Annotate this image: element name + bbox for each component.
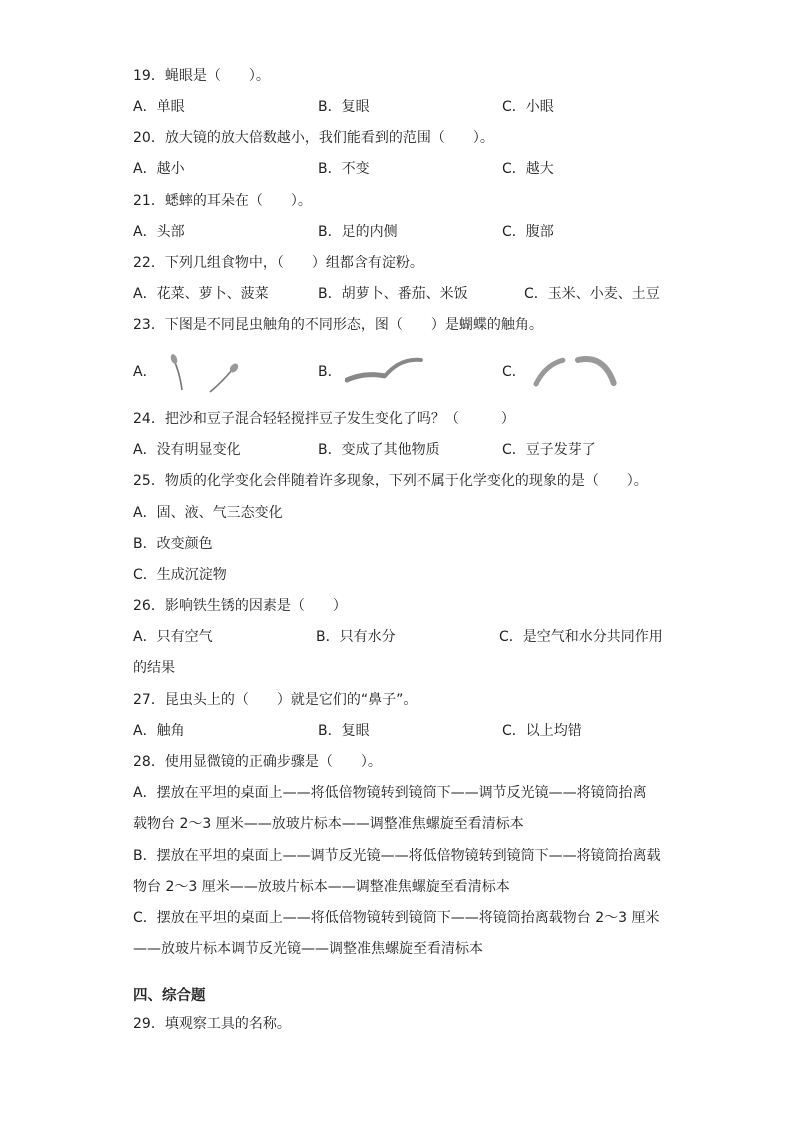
q24-option-c: C．豆子发芽了 [502,442,596,458]
question-27-stem: 27．昆虫头上的（ ）就是它们的“鼻子”。 [133,692,418,708]
clubbed-antenna-figure [160,352,250,394]
q28-option-a-line1: A．摆放在平坦的桌面上——将低倍物镜转到镜筒下——调节反光镜——将镜筒抬离 [133,785,647,801]
question-19-stem: 19．蝇眼是（ ）。 [133,68,270,84]
question-25-stem: 25．物质的化学变化会伴随着许多现象，下列不属于化学变化的现象的是（ ）。 [133,473,648,489]
q26-option-c-continued: 的结果 [133,660,175,676]
q28-option-b-line2: 物台 2～3 厘米——放玻片标本——调整准焦螺旋至看清标本 [133,879,510,895]
q25-option-c: C．生成沉淀物 [133,567,227,583]
q22-option-b: B．胡萝卜、番茄、米饭 [318,286,468,302]
question-23-stem: 23．下图是不同昆虫触角的不同形态，图（ ）是蝴蝶的触角。 [133,317,543,333]
q27-option-c: C．以上均错 [502,723,582,739]
section-heading: 四、综合题 [133,988,206,1004]
serrated-antenna-figure [532,352,622,392]
q28-option-b-line1: B．摆放在平坦的桌面上——调节反光镜——将低倍物镜转到镜筒下——将镜筒抬离载 [133,848,661,864]
q24-option-a: A．没有明显变化 [133,442,241,458]
question-21-stem: 21．蟋蟀的耳朵在（ ）。 [133,193,312,209]
question-20-stem: 20．放大镜的放大倍数越小，我们能看到的范围（ ）。 [133,130,494,146]
question-26-stem: 26．影响铁生锈的因素是（ ） [133,598,347,614]
q25-option-a: A．固、液、气三态变化 [133,505,283,521]
q19-option-a: A．单眼 [133,99,185,115]
question-22-stem: 22．下列几组食物中，（ ）组都含有淀粉。 [133,255,424,271]
question-28-stem: 28．使用显微镜的正确步骤是（ ）。 [133,754,382,770]
q21-option-c: C．腹部 [502,224,554,240]
q26-option-b: B．只有水分 [316,629,396,645]
q21-option-b: B．足的内侧 [318,224,398,240]
q23-option-b: B． [318,364,342,380]
q28-option-a-line2: 载物台 2～3 厘米——放玻片标本——调整准焦螺旋至看清标本 [133,816,524,832]
q22-option-c: C．玉米、小麦、土豆 [524,286,660,302]
question-29-stem: 29．填观察工具的名称。 [133,1016,291,1032]
q22-option-a: A．花菜、萝卜、菠菜 [133,286,269,302]
q28-option-c-line1: C．摆放在平坦的桌面上——将低倍物镜转到镜筒下——将镜筒抬离载物台 2～3 厘米 [133,910,660,926]
q28-option-c-line2: ——放玻片标本调节反光镜——调整准焦螺旋至看清标本 [133,941,483,957]
q27-option-b: B．复眼 [318,723,370,739]
q26-option-a: A．只有空气 [133,629,213,645]
q23-option-a: A． [133,364,157,380]
q27-option-a: A．触角 [133,723,185,739]
q20-option-a: A．越小 [133,161,185,177]
q23-option-c: C． [502,364,526,380]
q25-option-b: B．改变颜色 [133,536,213,552]
question-24-stem: 24．把沙和豆子混合轻轻搅拌豆子发生变化了吗？（ ） [133,411,515,427]
q26-option-c: C．是空气和水分共同作用 [499,629,663,645]
q19-option-c: C．小眼 [502,99,554,115]
q19-option-b: B．复眼 [318,99,370,115]
q20-option-c: C．越大 [502,161,554,177]
feathered-antenna-figure [345,354,425,384]
q20-option-b: B．不变 [318,161,370,177]
q21-option-a: A．头部 [133,224,185,240]
q24-option-b: B．变成了其他物质 [318,442,440,458]
